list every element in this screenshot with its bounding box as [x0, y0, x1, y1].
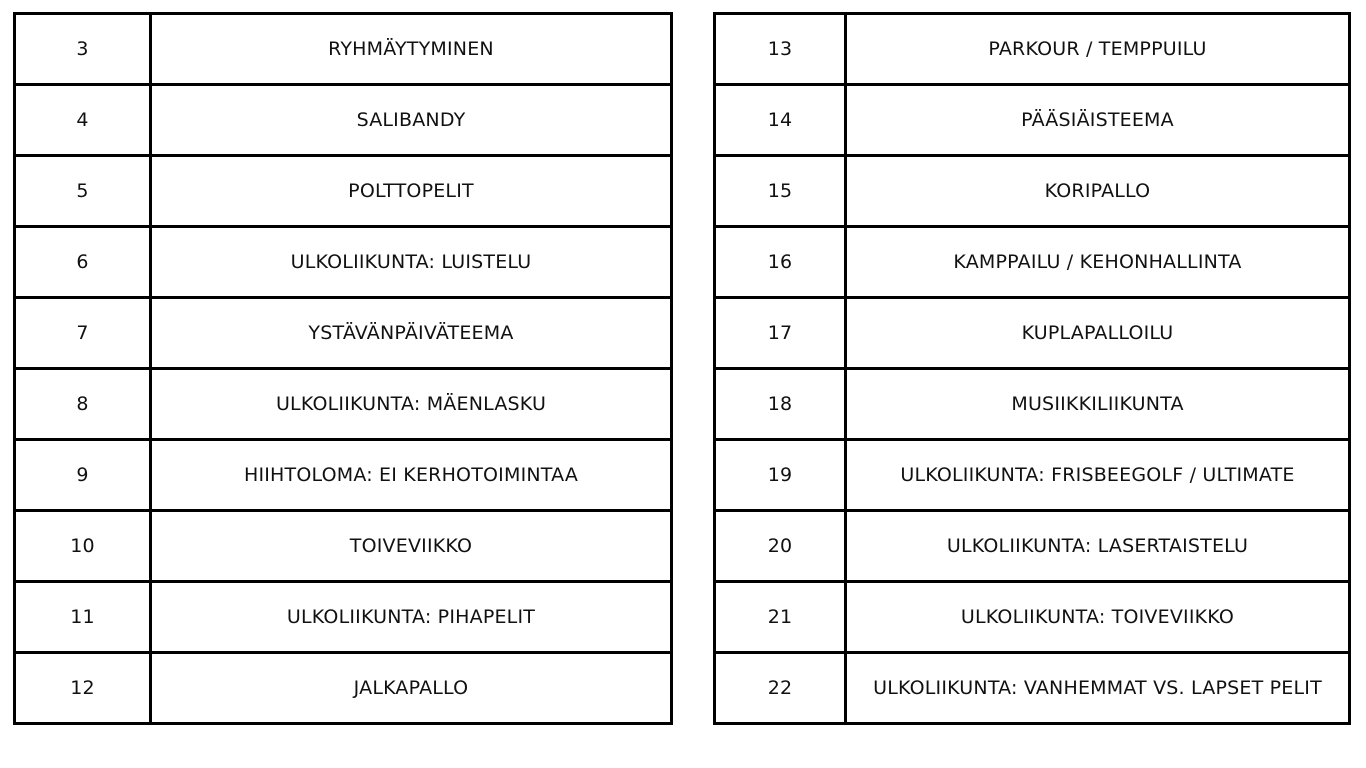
activity-cell: PARKOUR / TEMPPUILU	[846, 14, 1350, 85]
table-row	[15, 156, 672, 227]
table-row	[15, 227, 672, 298]
activity-cell: PÄÄSIÄISTEEMA	[846, 85, 1350, 156]
activity-cell: KORIPALLO	[846, 156, 1350, 227]
activity-cell: ULKOLIIKUNTA: FRISBEEGOLF / ULTIMATE	[846, 440, 1350, 511]
week-number-cell: 20	[715, 511, 846, 582]
activity-cell: TOIVEVIIKKO	[151, 511, 672, 582]
table-row	[715, 369, 1350, 440]
activity-cell: ULKOLIIKUNTA: LUISTELU	[151, 227, 672, 298]
table-row	[15, 582, 672, 653]
week-number-cell: 4	[15, 85, 151, 156]
table-row	[15, 369, 672, 440]
week-number-cell: 12	[15, 653, 151, 724]
activity-cell: SALIBANDY	[151, 85, 672, 156]
week-number-cell: 16	[715, 227, 846, 298]
week-number-cell: 13	[715, 14, 846, 85]
table-row	[15, 653, 672, 724]
schedule-table-right-body	[715, 14, 1350, 724]
activity-cell: JALKAPALLO	[151, 653, 672, 724]
week-number-cell: 9	[15, 440, 151, 511]
week-number-cell: 18	[715, 369, 846, 440]
schedule-table-left	[13, 12, 673, 725]
week-number-cell: 14	[715, 85, 846, 156]
week-number-cell: 21	[715, 582, 846, 653]
week-number-cell: 15	[715, 156, 846, 227]
activity-cell: KUPLAPALLOILU	[846, 298, 1350, 369]
week-number-cell: 10	[15, 511, 151, 582]
activity-cell: MUSIIKKILIIKUNTA	[846, 369, 1350, 440]
table-row	[15, 511, 672, 582]
week-number-cell: 19	[715, 440, 846, 511]
week-number-cell: 3	[15, 14, 151, 85]
activity-cell: ULKOLIIKUNTA: MÄENLASKU	[151, 369, 672, 440]
table-row	[15, 298, 672, 369]
activity-cell: ULKOLIIKUNTA: TOIVEVIIKKO	[846, 582, 1350, 653]
table-row	[715, 14, 1350, 85]
table-row	[715, 653, 1350, 724]
table-row	[15, 14, 672, 85]
table-row	[715, 156, 1350, 227]
table-row	[715, 511, 1350, 582]
schedule-table-right	[713, 12, 1351, 725]
activity-cell: HIIHTOLOMA: EI KERHOTOIMINTAA	[151, 440, 672, 511]
table-row	[15, 440, 672, 511]
week-number-cell: 17	[715, 298, 846, 369]
activity-cell: POLTTOPELIT	[151, 156, 672, 227]
activity-cell: ULKOLIIKUNTA: PIHAPELIT	[151, 582, 672, 653]
week-number-cell: 22	[715, 653, 846, 724]
table-row	[715, 582, 1350, 653]
week-number-cell: 11	[15, 582, 151, 653]
activity-cell: ULKOLIIKUNTA: LASERTAISTELU	[846, 511, 1350, 582]
activity-cell: KAMPPAILU / KEHONHALLINTA	[846, 227, 1350, 298]
week-number-cell: 8	[15, 369, 151, 440]
week-number-cell: 6	[15, 227, 151, 298]
table-row	[15, 85, 672, 156]
activity-cell: YSTÄVÄNPÄIVÄTEEMA	[151, 298, 672, 369]
table-row	[715, 85, 1350, 156]
schedule-table-left-body	[15, 14, 672, 724]
table-row	[715, 227, 1350, 298]
activity-cell: ULKOLIIKUNTA: VANHEMMAT VS. LAPSET PELIT	[846, 653, 1350, 724]
week-number-cell: 5	[15, 156, 151, 227]
table-row	[715, 440, 1350, 511]
table-row	[715, 298, 1350, 369]
week-number-cell: 7	[15, 298, 151, 369]
activity-cell: RYHMÄYTYMINEN	[151, 14, 672, 85]
